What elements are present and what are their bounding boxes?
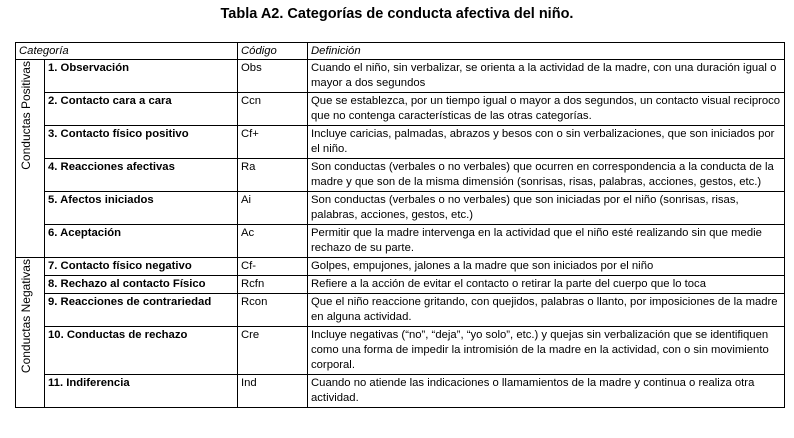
header-codigo: Código <box>238 43 308 60</box>
category-code: Rcfn <box>238 276 308 294</box>
category-name: 6. Aceptación <box>45 225 238 258</box>
table-title: Tabla A2. Categorías de conducta afectiva del niño. <box>220 6 574 22</box>
category-name: 4. Reacciones afectivas <box>45 159 238 192</box>
category-code: Rcon <box>238 294 308 327</box>
table-header-row <box>16 43 785 60</box>
category-name: 5. Afectos iniciados <box>45 192 238 225</box>
category-name: 3. Contacto físico positivo <box>45 126 238 159</box>
category-code: Ac <box>238 225 308 258</box>
category-name: 9. Reacciones de contrariedad <box>45 294 238 327</box>
category-code: Ra <box>238 159 308 192</box>
category-definition: Son conductas (verbales o no verbales) que ocurren en correspondencia a la conducta de la madre y que son de la misma dimensión (sonrisas, risas, palabras, acciones, gestos, etc.) <box>308 159 785 192</box>
categories-table <box>15 42 785 408</box>
category-code: Ccn <box>238 93 308 126</box>
category-definition: Cuando no atiende las indicaciones o llamamientos de la madre y continua o realiza otra actividad. <box>308 375 785 408</box>
group-negativas-label: Conductas Negativas <box>19 259 33 374</box>
table-row <box>16 93 785 126</box>
category-name: 1. Observación <box>45 60 238 93</box>
category-code: Cf- <box>238 258 308 276</box>
category-definition: Incluye negativas (“no”, “deja”, “yo solo”, etc.) y quejas sin verbalización que se identifiquen como una forma de impedir la intromisión de la madre en la actividad, con o sin movimiento corporal. <box>308 327 785 375</box>
table-row <box>16 192 785 225</box>
category-definition: Cuando el niño, sin verbalizar, se orienta a la actividad de la madre, con una duración igual o mayor a dos segundos <box>308 60 785 93</box>
category-code: Ind <box>238 375 308 408</box>
header-categoria: Categoría <box>16 43 238 60</box>
table-row <box>16 294 785 327</box>
table-row <box>16 60 785 93</box>
table-row <box>16 375 785 408</box>
table-row <box>16 126 785 159</box>
category-definition: Que el niño reaccione gritando, con quejidos, palabras o llanto, por imposiciones de la madre en alguna actividad. <box>308 294 785 327</box>
table-row <box>16 327 785 375</box>
category-definition: Son conductas (verbales o no verbales) que son iniciadas por el niño (sonrisas, risas, palabras, acciones, gestos, etc.) <box>308 192 785 225</box>
table-row <box>16 276 785 294</box>
header-definicion: Definición <box>308 43 785 60</box>
group-positivas-label: Conductas Positivas <box>19 61 33 170</box>
table-row <box>16 258 785 276</box>
category-code: Ai <box>238 192 308 225</box>
table-row <box>16 225 785 258</box>
category-definition: Que se establezca, por un tiempo igual o mayor a dos segundos, un contacto visual reciproco que no contenga características de las otras categorías. <box>308 93 785 126</box>
table-row <box>16 159 785 192</box>
group-negativas <box>16 258 45 408</box>
category-name: 2. Contacto cara a cara <box>45 93 238 126</box>
category-definition: Golpes, empujones, jalones a la madre que son iniciados por el niño <box>308 258 785 276</box>
category-name: 11. Indiferencia <box>45 375 238 408</box>
category-definition: Incluye caricias, palmadas, abrazos y besos con o sin verbalizaciones, que son iniciados por el niño. <box>308 126 785 159</box>
category-name: 10. Conductas de rechazo <box>45 327 238 375</box>
category-code: Obs <box>238 60 308 93</box>
category-code: Cf+ <box>238 126 308 159</box>
category-definition: Permitir que la madre intervenga en la actividad que el niño esté realizando sin que medie rechazo de su parte. <box>308 225 785 258</box>
group-positivas <box>16 60 45 258</box>
category-definition: Refiere a la acción de evitar el contacto o retirar la parte del cuerpo que lo toca <box>308 276 785 294</box>
category-code: Cre <box>238 327 308 375</box>
category-name: 8. Rechazo al contacto Físico <box>45 276 238 294</box>
category-name: 7. Contacto físico negativo <box>45 258 238 276</box>
